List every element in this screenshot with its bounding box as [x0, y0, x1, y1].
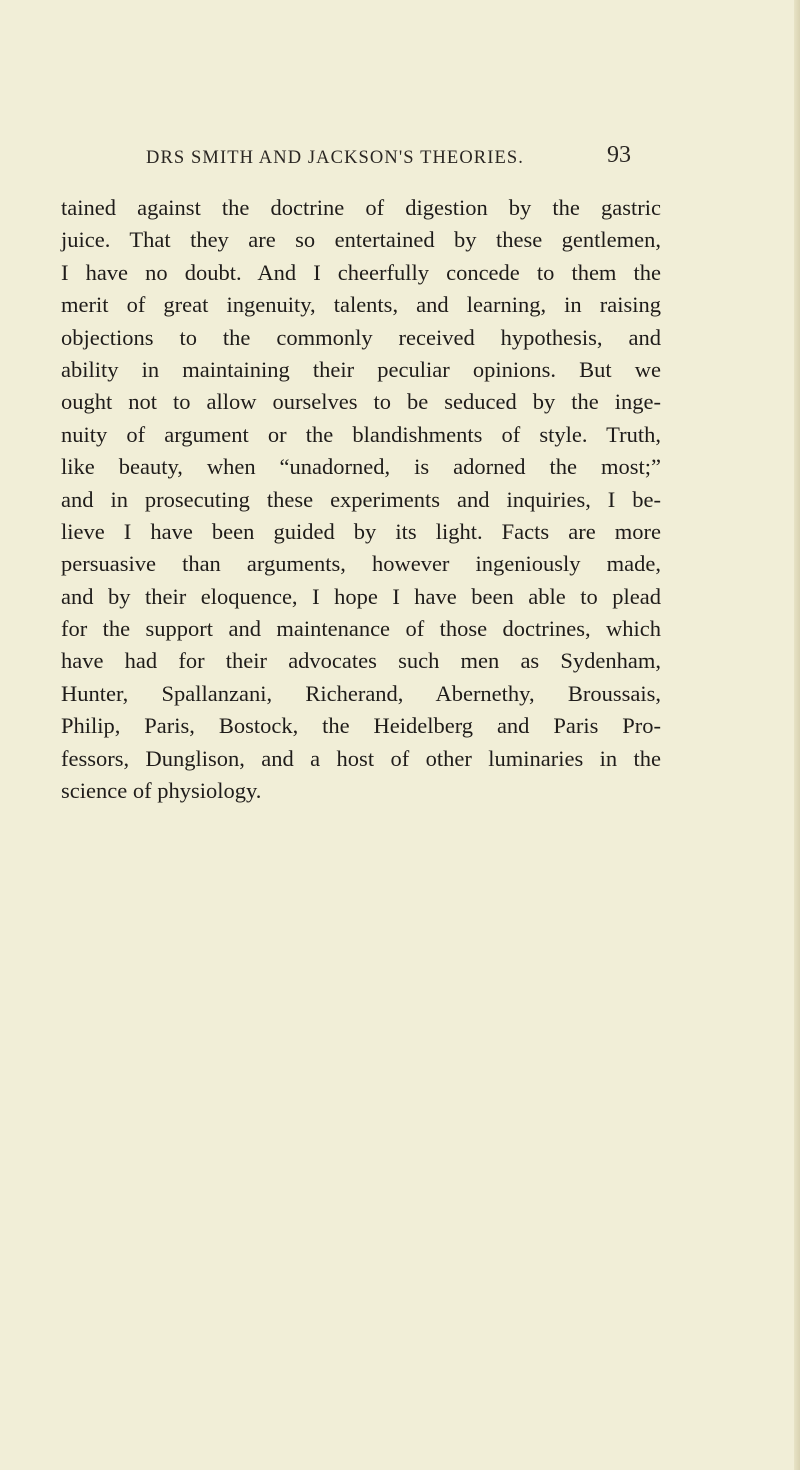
page-number: 93 [607, 142, 631, 168]
text-line: for the support and maintenance of those doctrines, which [61, 616, 661, 642]
text-line: science of physiology. [61, 778, 262, 804]
text-line: persuasive than arguments, however ingeniously made, [61, 551, 661, 577]
text-line: tained against the doctrine of digestion by the gastric [61, 195, 661, 220]
text-line: fessors, Dunglison, and a host of other luminaries in the [61, 745, 661, 771]
text-line: Hunter, Spallanzani, Richerand, Abernethy, Broussais, [61, 680, 661, 706]
text-line: ought not to allow ourselves to be seduced by the inge- [61, 389, 661, 415]
body-text [61, 192, 661, 807]
text-line: and by their eloquence, I hope I have been able to plead [61, 583, 661, 609]
text-line: nuity of argument or the blandishments of style. Truth, [61, 421, 661, 447]
text-line: ability in maintaining their peculiar opinions. But we [61, 356, 661, 382]
text-line: merit of great ingenuity, talents, and learning, in raising [61, 292, 661, 318]
text-line: Philip, Paris, Bostock, the Heidelberg and Paris Pro- [61, 713, 661, 739]
text-line: I have no doubt. And I cheerfully concede to them the [61, 259, 661, 285]
text-line: have had for their advocates such men as Sydenham, [61, 648, 661, 674]
text-line: and in prosecuting these experiments and inquiries, I be- [61, 486, 661, 512]
text-line: juice. That they are so entertained by these gentlemen, [61, 227, 661, 253]
page-edge [794, 0, 800, 1470]
text-line: lieve I have been guided by its light. Facts are more [61, 518, 661, 544]
running-head: DRS SMITH AND JACKSON'S THEORIES. [146, 148, 524, 168]
text-line: objections to the commonly received hypothesis, and [61, 324, 661, 350]
text-line: like beauty, when “unadorned, is adorned the most;” [61, 454, 661, 480]
